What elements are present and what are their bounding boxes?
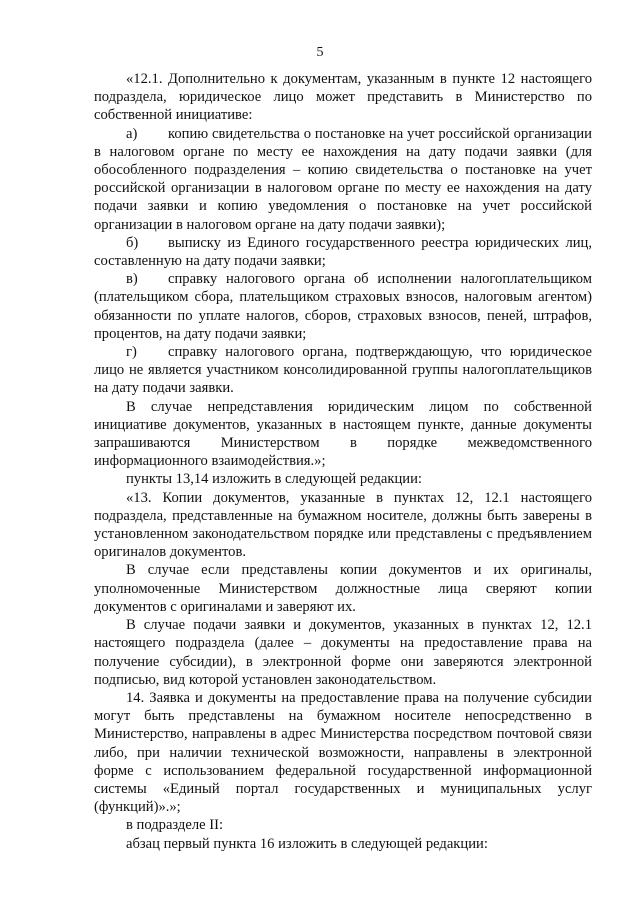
paragraph-text: в подразделе II: bbox=[126, 817, 224, 834]
document-body bbox=[94, 70, 592, 853]
paragraph-subsection-ii bbox=[94, 816, 592, 834]
paragraph-13 bbox=[94, 489, 592, 562]
list-marker: б) bbox=[126, 234, 139, 251]
list-item-g bbox=[94, 343, 592, 398]
paragraph-text: пункты 13,14 изложить в следующей редакции: bbox=[126, 471, 422, 488]
paragraph-12-1-intro bbox=[94, 70, 592, 125]
list-item-text: справку налогового органа об исполнении налогоплательщиком (плательщиком сбора, плательщиком страховых взносов, налоговым агентом) обязанности по уплате налогов, сборов, страховых взносов, пеней, штрафов, процентов, на дату подачи заявки; bbox=[94, 271, 592, 342]
list-marker: в) bbox=[126, 271, 138, 288]
list-item-text: выписку из Единого государственного реестра юридических лиц, составленную на дату подачи заявки; bbox=[94, 234, 592, 270]
list-item-b bbox=[94, 234, 592, 270]
list-marker: г) bbox=[126, 344, 137, 361]
paragraph-points-13-14 bbox=[94, 470, 592, 488]
paragraph-text: абзац первый пункта 16 изложить в следующей редакции: bbox=[126, 835, 488, 852]
paragraph-copies-verification bbox=[94, 561, 592, 616]
paragraph-text: В случае подачи заявки и документов, указанных в пунктах 12, 12.1 настоящего подраздела (далее – документы на предоставление права на получение субсидии), в электронной форме они заверяются электронной подписью, вид которой установлен законодательством. bbox=[94, 617, 592, 688]
paragraph-text: В случае если представлены копии документов и их оригиналы, уполномоченные Министерством должностные лица сверяют копии документов с оригиналами и заверяют их. bbox=[94, 562, 592, 615]
paragraph-text: «12.1. Дополнительно к документам, указанным в пункте 12 настоящего подраздела, юридическое лицо может представить в Министерство по собственной инициативе: bbox=[94, 71, 592, 124]
list-item-v bbox=[94, 270, 592, 343]
paragraph-non-submission bbox=[94, 398, 592, 471]
paragraph-point-16 bbox=[94, 835, 592, 853]
paragraph-text: 14. Заявка и документы на предоставление права на получение субсидии могут быть представлены на бумажном носителе непосредственно в Министерство, направлены в адрес Министерства посредством почтовой связи либо, при наличии технической возможности, направлены в электронной форме с использованием федеральной государственной информационной системы «Единый портал государственных и муниципальных услуг (функций)».»; bbox=[94, 689, 592, 816]
paragraph-text: «13. Копии документов, указанные в пунктах 12, 12.1 настоящего подраздела, представленные на бумажном носителе, должны быть заверены в установленном законодательством порядке или представлены с предъявлением оригиналов документов. bbox=[94, 489, 592, 561]
list-item-text: копию свидетельства о постановке на учет российской организации в налоговом органе по месту ее нахождения на дату подачи заявки (для обособленного подразделения – копию свидетельства о постановке на учет российской организации в налоговом органе по месту ее нахождения на дату подачи заявки и копию уведомления о постановке на учет российской организации в налоговом органе на дату подачи заявки); bbox=[94, 125, 592, 233]
paragraph-electronic-submission bbox=[94, 616, 592, 689]
list-item-a bbox=[94, 125, 592, 234]
list-item-text: справку налогового органа, подтверждающую, что юридическое лицо не является участником консолидированной группы налогоплательщиков на дату подачи заявки. bbox=[94, 344, 592, 397]
page-number: 5 bbox=[316, 45, 324, 60]
paragraph-text: В случае непредставления юридическим лицом по собственной инициативе документов, указанных в настоящем пункте, данные документы запрашиваются Министерством в порядке межведомственного информационного взаимодействия.»; bbox=[94, 398, 592, 470]
paragraph-14 bbox=[94, 689, 592, 816]
list-marker: а) bbox=[126, 125, 138, 142]
